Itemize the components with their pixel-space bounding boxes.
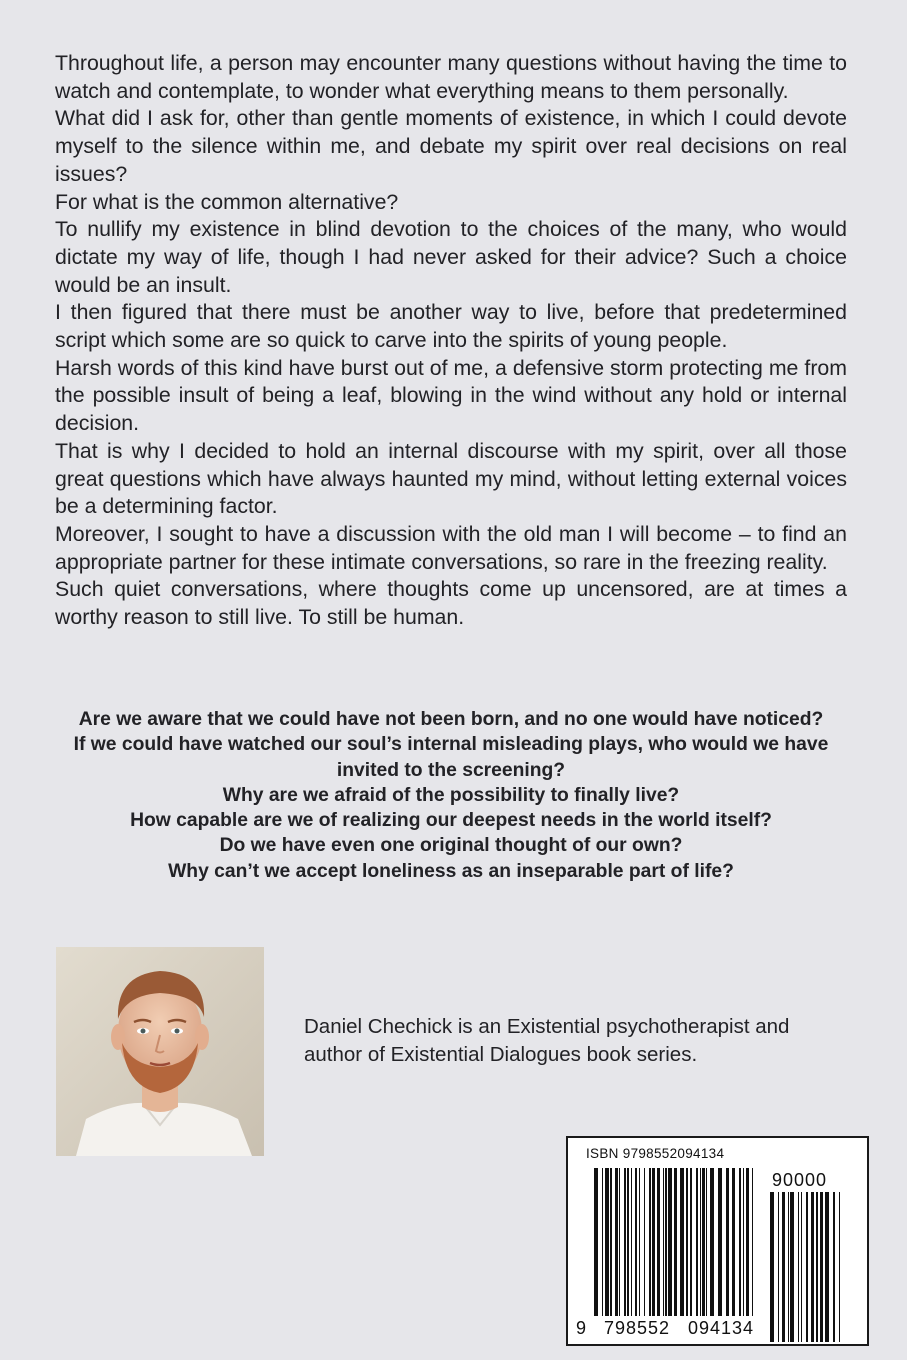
barcode-bar <box>770 1192 774 1342</box>
barcode-bar <box>746 1168 749 1316</box>
barcode-bar <box>615 1168 618 1316</box>
question-item: Do we have even one original thought of our own? <box>219 835 683 857</box>
barcode-bar <box>602 1168 603 1316</box>
barcode-bar <box>649 1168 651 1316</box>
author-bio <box>304 1013 864 1068</box>
blurb-paragraph: That is why I decided to hold an internal discourse with my spirit, over all those great questions which have always haunted my mind, without letting external voices be a determining factor. <box>55 438 847 519</box>
author-bio-line: author of Existential Dialogues book series. <box>304 1042 698 1066</box>
barcode-bar <box>627 1168 629 1316</box>
barcode-bar <box>833 1192 835 1342</box>
barcode-bar <box>686 1168 688 1316</box>
barcode-bar <box>820 1192 823 1342</box>
barcode-bar <box>782 1192 785 1342</box>
question-item: How capable are we of realizing our deepest needs in the world itself? <box>130 810 772 832</box>
barcode-bar <box>839 1192 840 1342</box>
barcode-addon-digits: 90000 <box>772 1170 828 1190</box>
barcode-bar <box>825 1192 829 1342</box>
barcode-bar <box>710 1168 714 1316</box>
barcode-bar <box>680 1168 684 1316</box>
back-cover-blurb <box>55 50 847 632</box>
question-item: Why are we afraid of the possibility to finally live? <box>222 784 680 806</box>
barcode-bar <box>743 1168 744 1316</box>
question-list <box>55 707 847 884</box>
barcode-bar <box>706 1168 707 1316</box>
barcode-bar <box>806 1192 808 1342</box>
blurb-paragraph: To nullify my existence in blind devotion to the choices of the many, who would dictate my way of life, though I had never asked for their advice? Such a choice would be an insult. <box>55 217 847 297</box>
barcode-bar <box>790 1192 794 1342</box>
barcode-left-digits: 798552 <box>604 1318 671 1338</box>
barcode-bar <box>631 1168 632 1316</box>
barcode-bar <box>801 1192 802 1342</box>
barcode-leading-digit: 9 <box>576 1318 588 1338</box>
barcode-bar <box>652 1168 655 1316</box>
barcode-bars <box>568 1138 867 1344</box>
barcode-bar <box>594 1168 598 1316</box>
blurb-paragraph: Such quiet conversations, where thoughts come up uncensored, are at times a worthy reason to still live. To still be human. <box>55 577 847 630</box>
barcode-bar <box>752 1168 753 1316</box>
barcode-bar <box>811 1192 814 1342</box>
barcode-bar <box>610 1168 612 1316</box>
barcode-bar <box>639 1168 640 1316</box>
question-item: Are we aware that we could have not been born, and no one would have noticed? <box>78 709 824 730</box>
barcode-bar <box>657 1168 660 1316</box>
blurb-paragraph: Throughout life, a person may encounter many questions without having the time to watch and contemplate, to wonder what everything means to them personally. <box>55 51 847 103</box>
barcode-bar <box>668 1168 672 1316</box>
barcode-bar <box>816 1192 818 1342</box>
blurb-paragraph: What did I ask for, other than gentle moments of existence, in which I could devote myself to the silence within me, and debate my spirit over real decisions on real issues? <box>55 106 847 186</box>
barcode-bar <box>665 1168 667 1316</box>
blurb-paragraph: Moreover, I sought to have a discussion with the old man I will become – to find an appropriate partner for these intimate conversations, so rare in the freezing reality. <box>55 521 847 574</box>
barcode-bar <box>726 1168 729 1316</box>
barcode-bar <box>718 1168 722 1316</box>
barcode-bar <box>788 1192 789 1342</box>
barcode-bar <box>700 1168 701 1316</box>
blurb-paragraph: I then figured that there must be another way to live, before that predetermined script which some are so quick to carve into the spirits of young people. <box>55 300 847 353</box>
isbn-label: ISBN 9798552094134 <box>586 1146 725 1161</box>
barcode-bar <box>778 1192 779 1342</box>
barcode-bar <box>696 1168 698 1316</box>
barcode-bar <box>702 1168 705 1316</box>
question-item: If we could have watched our soul’s internal misleading plays, who would we have invited to the screening? <box>73 734 829 781</box>
barcode-bar <box>605 1168 609 1316</box>
barcode-bar <box>690 1168 692 1316</box>
blurb-paragraph: Harsh words of this kind have burst out of me, a defensive storm protecting me from the possible insult of being a leaf, blowing in the wind without any hold or internal decision. <box>55 355 847 436</box>
question-item: Why can’t we accept loneliness as an inseparable part of life? <box>168 860 734 882</box>
blurb-paragraph: For what is the common alternative? <box>55 189 399 214</box>
barcode-bar <box>663 1168 664 1316</box>
author-bio-line: Daniel Chechick is an Existential psychotherapist and <box>304 1015 790 1038</box>
barcode-right-digits: 094134 <box>688 1318 755 1338</box>
barcode-bar <box>739 1168 741 1316</box>
barcode-bar <box>732 1168 735 1316</box>
author-photo <box>56 947 264 1156</box>
barcode-bar <box>624 1168 626 1316</box>
barcode-bar <box>619 1168 620 1316</box>
barcode-bar <box>635 1168 637 1316</box>
barcode-bar <box>644 1168 645 1316</box>
barcode-bar <box>798 1192 799 1342</box>
barcode-bar <box>674 1168 677 1316</box>
isbn-barcode <box>566 1136 869 1346</box>
